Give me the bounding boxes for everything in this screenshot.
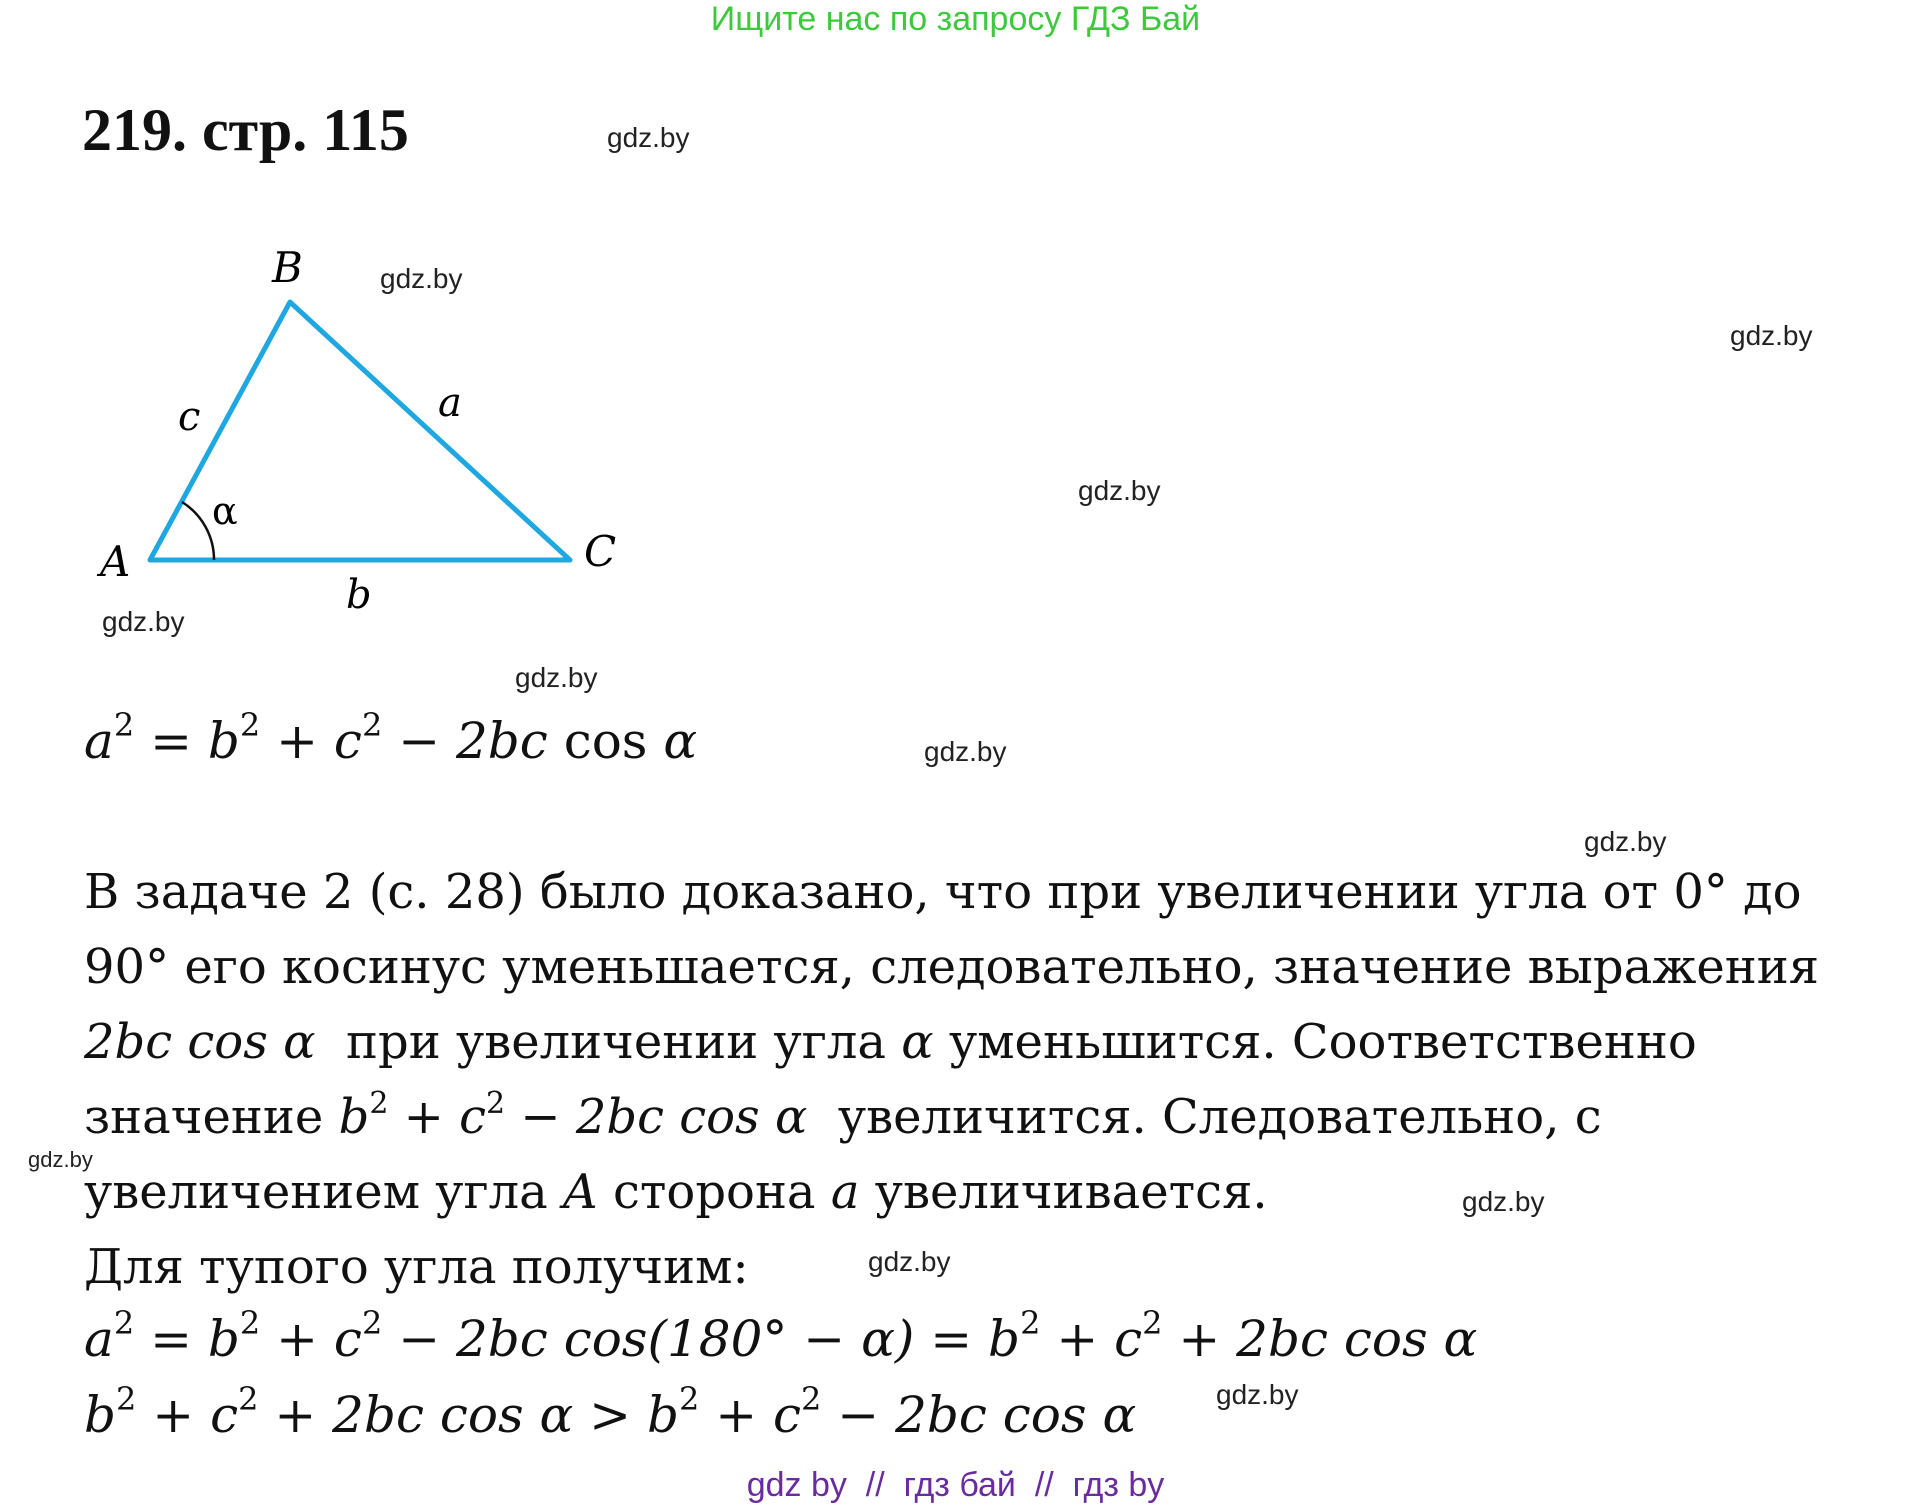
footer-links: gdz by // гдз бай // гдз by xyxy=(746,1466,1165,1504)
exponent: 2 xyxy=(801,1380,822,1418)
side-b-label: b xyxy=(346,572,372,618)
exponent: 2 xyxy=(678,1380,700,1418)
paragraph-line: 90° его косинус уменьшается, следовательно, значение выражения xyxy=(84,939,1820,995)
exponent: 2 xyxy=(238,1380,259,1418)
watermark: gdz.by xyxy=(380,263,463,294)
var-c: c xyxy=(773,1386,802,1444)
math-A: A xyxy=(563,1164,598,1220)
cos: cos xyxy=(547,712,664,770)
plus: + xyxy=(260,1310,334,1368)
minus: − xyxy=(382,712,456,770)
cos-term: 2bc cos α xyxy=(332,1386,574,1444)
var-c: c xyxy=(333,712,362,770)
text-span: при увеличении угла xyxy=(315,1014,902,1070)
paragraph-line: Для тупого угла получим: xyxy=(84,1239,749,1295)
text-span: сторона xyxy=(597,1164,831,1220)
plus: + xyxy=(258,1386,333,1444)
var-b: b xyxy=(207,712,240,770)
vertex-a-label: A xyxy=(100,537,131,586)
watermark: gdz.by xyxy=(1730,320,1813,351)
exponent: 2 xyxy=(361,1304,383,1342)
var-c: c xyxy=(1114,1310,1143,1368)
cos-term: 2bc cos(180° − α) xyxy=(455,1310,915,1368)
var-a: a xyxy=(84,712,114,770)
exponent: 2 xyxy=(361,706,383,744)
var-a: a xyxy=(84,1310,114,1368)
exponent: 2 xyxy=(116,1380,137,1418)
vertex-c-label: C xyxy=(584,527,617,576)
exponent: 2 xyxy=(1020,1304,1041,1342)
term-2bc: 2bc xyxy=(455,712,548,770)
math-b: b xyxy=(338,1089,370,1145)
page-title: 219. стр. 115 xyxy=(82,97,409,163)
var-c: c xyxy=(333,1310,362,1368)
watermark: gdz.by xyxy=(868,1246,951,1277)
plus: + xyxy=(388,1089,460,1145)
text-span: увеличивается. xyxy=(859,1164,1268,1220)
watermark: gdz.by xyxy=(102,606,185,637)
exponent: 2 xyxy=(239,706,261,744)
math-c: c xyxy=(459,1089,487,1145)
var-b: b xyxy=(988,1310,1021,1368)
var-b: b xyxy=(84,1386,117,1444)
text-span: значение xyxy=(84,1089,339,1145)
inequality-formula xyxy=(84,1380,1137,1444)
obtuse-angle-formula xyxy=(84,1304,1478,1368)
side-a-label: a xyxy=(438,380,462,426)
plus: + xyxy=(136,1386,211,1444)
minus: − xyxy=(821,1386,896,1444)
paragraph-line: В задаче 2 (с. 28) было доказано, что при увеличении угла от 0° до xyxy=(84,864,1802,920)
paragraph-line xyxy=(84,1005,1884,1080)
exponent: 2 xyxy=(113,706,135,744)
exponent: 2 xyxy=(486,1086,506,1121)
watermark: gdz.by xyxy=(1078,475,1161,506)
plus: + xyxy=(1040,1310,1115,1368)
exponent: 2 xyxy=(369,1086,389,1121)
top-banner: Ищите нас по запросу ГДЗ Бай xyxy=(710,0,1201,38)
side-c-label: c xyxy=(178,394,201,440)
equals: = xyxy=(134,712,208,770)
equals: = xyxy=(914,1310,989,1368)
var-alpha: α xyxy=(663,712,698,770)
exponent: 2 xyxy=(239,1304,261,1342)
watermark: gdz.by xyxy=(1462,1186,1545,1217)
var-b: b xyxy=(207,1310,240,1368)
vertex-b-label: B xyxy=(272,243,303,292)
watermark: gdz.by xyxy=(1216,1379,1299,1410)
angle-alpha-label: α xyxy=(212,489,238,533)
cos-term: 2bc cos α xyxy=(895,1386,1137,1444)
watermark: gdz.by xyxy=(1584,826,1667,857)
plus: + xyxy=(699,1386,774,1444)
paragraph-line xyxy=(84,1155,1884,1230)
watermark: gdz.by xyxy=(28,1147,93,1172)
text-span: уменьшится. Соответственно xyxy=(933,1014,1697,1070)
watermark: gdz.by xyxy=(607,122,690,153)
paragraph-line xyxy=(84,1080,1884,1155)
triangle-diagram xyxy=(90,240,650,640)
equals: = xyxy=(134,1310,208,1368)
text-span: увеличится. Следовательно, с xyxy=(807,1089,1602,1145)
math-alpha: α xyxy=(901,1014,934,1070)
law-of-cosines-formula xyxy=(84,706,698,770)
watermark: gdz.by xyxy=(515,662,598,693)
exponent: 2 xyxy=(113,1304,135,1342)
var-c: c xyxy=(210,1386,239,1444)
exponent: 2 xyxy=(1142,1304,1163,1342)
math-a: a xyxy=(830,1164,860,1220)
angle-arc xyxy=(182,502,214,560)
greater-than: > xyxy=(573,1386,647,1444)
plus: + xyxy=(260,712,334,770)
var-b: b xyxy=(646,1386,679,1444)
watermark: gdz.by xyxy=(924,736,1007,767)
cos-term: 2bc cos α xyxy=(1236,1310,1478,1368)
plus: + xyxy=(1162,1310,1237,1368)
math-term: 2bc cos α xyxy=(84,1014,316,1070)
minus: − xyxy=(382,1310,456,1368)
explanation-paragraph xyxy=(84,855,1884,1305)
text-span: увеличением угла xyxy=(84,1164,564,1220)
math-term: − 2bc cos α xyxy=(505,1089,808,1145)
